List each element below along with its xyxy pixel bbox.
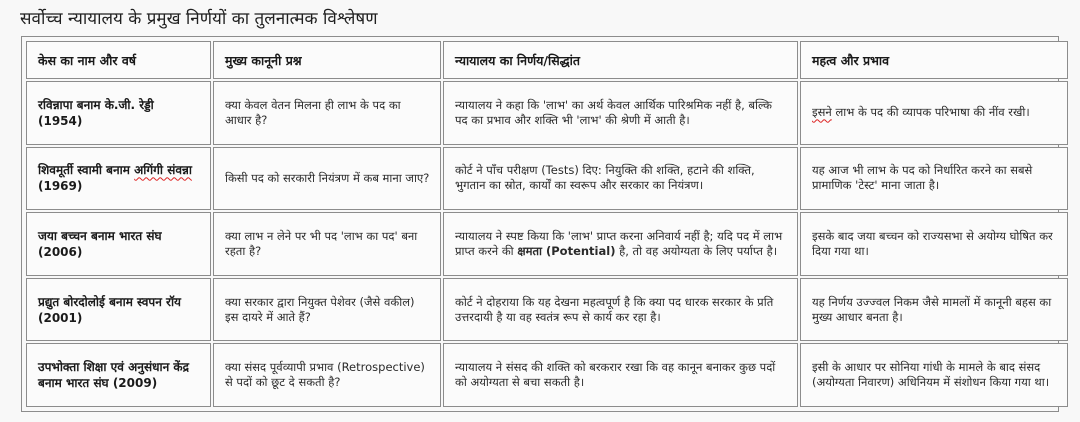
case-cell: उपभोक्ता शिक्षा एवं अनुसंधान केंद्र बनाम भारत संघ (2009) xyxy=(26,343,211,407)
case-text: शिवमूर्ती स्वामी बनाम xyxy=(38,163,135,178)
table-row xyxy=(26,278,1068,342)
impact-cell: इसी के आधार पर सोनिया गांधी के मामले के बाद संसद (अयोग्यता निवारण) अधिनियम में संशोधन किया गया था। xyxy=(800,343,1068,407)
decision-text: है, तो वह अयोग्यता के लिए पर्याप्त है। xyxy=(615,243,778,258)
decision-emphasis: क्षमता (Potential) xyxy=(517,243,616,258)
decision-cell xyxy=(443,212,798,276)
case-cell: जया बच्चन बनाम भारत संघ (2006) xyxy=(26,212,211,276)
table-header-row xyxy=(26,41,1068,79)
question-cell: क्या लाभ न लेने पर भी पद 'लाभ का पद' बना रहता है? xyxy=(213,212,441,276)
comparison-table-container xyxy=(21,36,1059,412)
question-cell: क्या केवल वेतन मिलना ही लाभ के पद का आधार है? xyxy=(213,81,441,145)
case-cell: रविन्नापा बनाम के.जी. रेड्डी (1954) xyxy=(26,81,211,145)
impact-cell: यह निर्णय उज्ज्वल निकम जैसे मामलों में कानूनी बहस का मुख्य आधार बनता है। xyxy=(800,278,1068,342)
spellcheck-word[interactable]: इसने xyxy=(812,105,832,120)
comparison-table xyxy=(24,39,1070,409)
case-year: (1969) xyxy=(38,179,83,194)
decision-cell: न्यायालय ने कहा कि 'लाभ' का अर्थ केवल आर्थिक पारिश्रमिक नहीं है, बल्कि पद का प्रभाव और शक्ति भी 'लाभ' की श्रेणी में आती है। xyxy=(443,81,798,145)
table-row xyxy=(26,147,1068,211)
question-cell: क्या सरकार द्वारा नियुक्त पेशेवर (जैसे वकील) इस दायरे में आते हैं? xyxy=(213,278,441,342)
decision-cell: कोर्ट ने दोहराया कि यह देखना महत्वपूर्ण है कि क्या पद धारक सरकार के प्रति उत्तरदायी है या वह स्वतंत्र रूप से कार्य कर रहा है। xyxy=(443,278,798,342)
table-row xyxy=(26,81,1068,145)
question-cell: किसी पद को सरकारी नियंत्रण में कब माना जाए? xyxy=(213,147,441,211)
table-row xyxy=(26,212,1068,276)
decision-text: न्यायालय ने स्पष्ट किया कि 'लाभ' प्राप्त करना अनिवार्य नहीं है; यदि पद में लाभ प्राप्त करने की xyxy=(455,228,783,258)
table-row xyxy=(26,343,1068,407)
impact-cell: यह आज भी लाभ के पद को निर्धारित करने का सबसे प्रामाणिक 'टेस्ट' माना जाता है। xyxy=(800,147,1068,211)
case-cell xyxy=(26,147,211,211)
impact-cell xyxy=(800,81,1068,145)
header-decision: न्यायालय का निर्णय/सिद्धांत xyxy=(443,41,798,79)
impact-text: लाभ के पद की व्यापक परिभाषा की नींव रखी। xyxy=(831,105,1030,120)
impact-cell: इसके बाद जया बच्चन को राज्यसभा से अयोग्य घोषित कर दिया गया था। xyxy=(800,212,1068,276)
decision-cell: न्यायालय ने संसद की शक्ति को बरकरार रखा कि वह कानून बनाकर कुछ पदों को अयोग्यता से बचा सकती है। xyxy=(443,343,798,407)
question-cell: क्या संसद पूर्वव्यापी प्रभाव (Retrospective) से पदों को छूट दे सकती है? xyxy=(213,343,441,407)
header-impact: महत्व और प्रभाव xyxy=(800,41,1068,79)
spellcheck-word[interactable]: अगिंगी संवन्ना xyxy=(134,163,192,178)
header-question: मुख्य कानूनी प्रश्न xyxy=(213,41,441,79)
case-cell: प्रद्युत बोरदोलोई बनाम स्वपन रॉय (2001) xyxy=(26,278,211,342)
header-case: केस का नाम और वर्ष xyxy=(26,41,211,79)
page-title: सर्वोच्च न्यायालय के प्रमुख निर्णयों का तुलनात्मक विश्लेषण xyxy=(20,9,378,29)
decision-cell: कोर्ट ने पाँच परीक्षण (Tests) दिए: नियुक्ति की शक्ति, हटाने की शक्ति, भुगतान का स्रोत, कार्यों का स्वरूप और सरकार का नियंत्रण। xyxy=(443,147,798,211)
